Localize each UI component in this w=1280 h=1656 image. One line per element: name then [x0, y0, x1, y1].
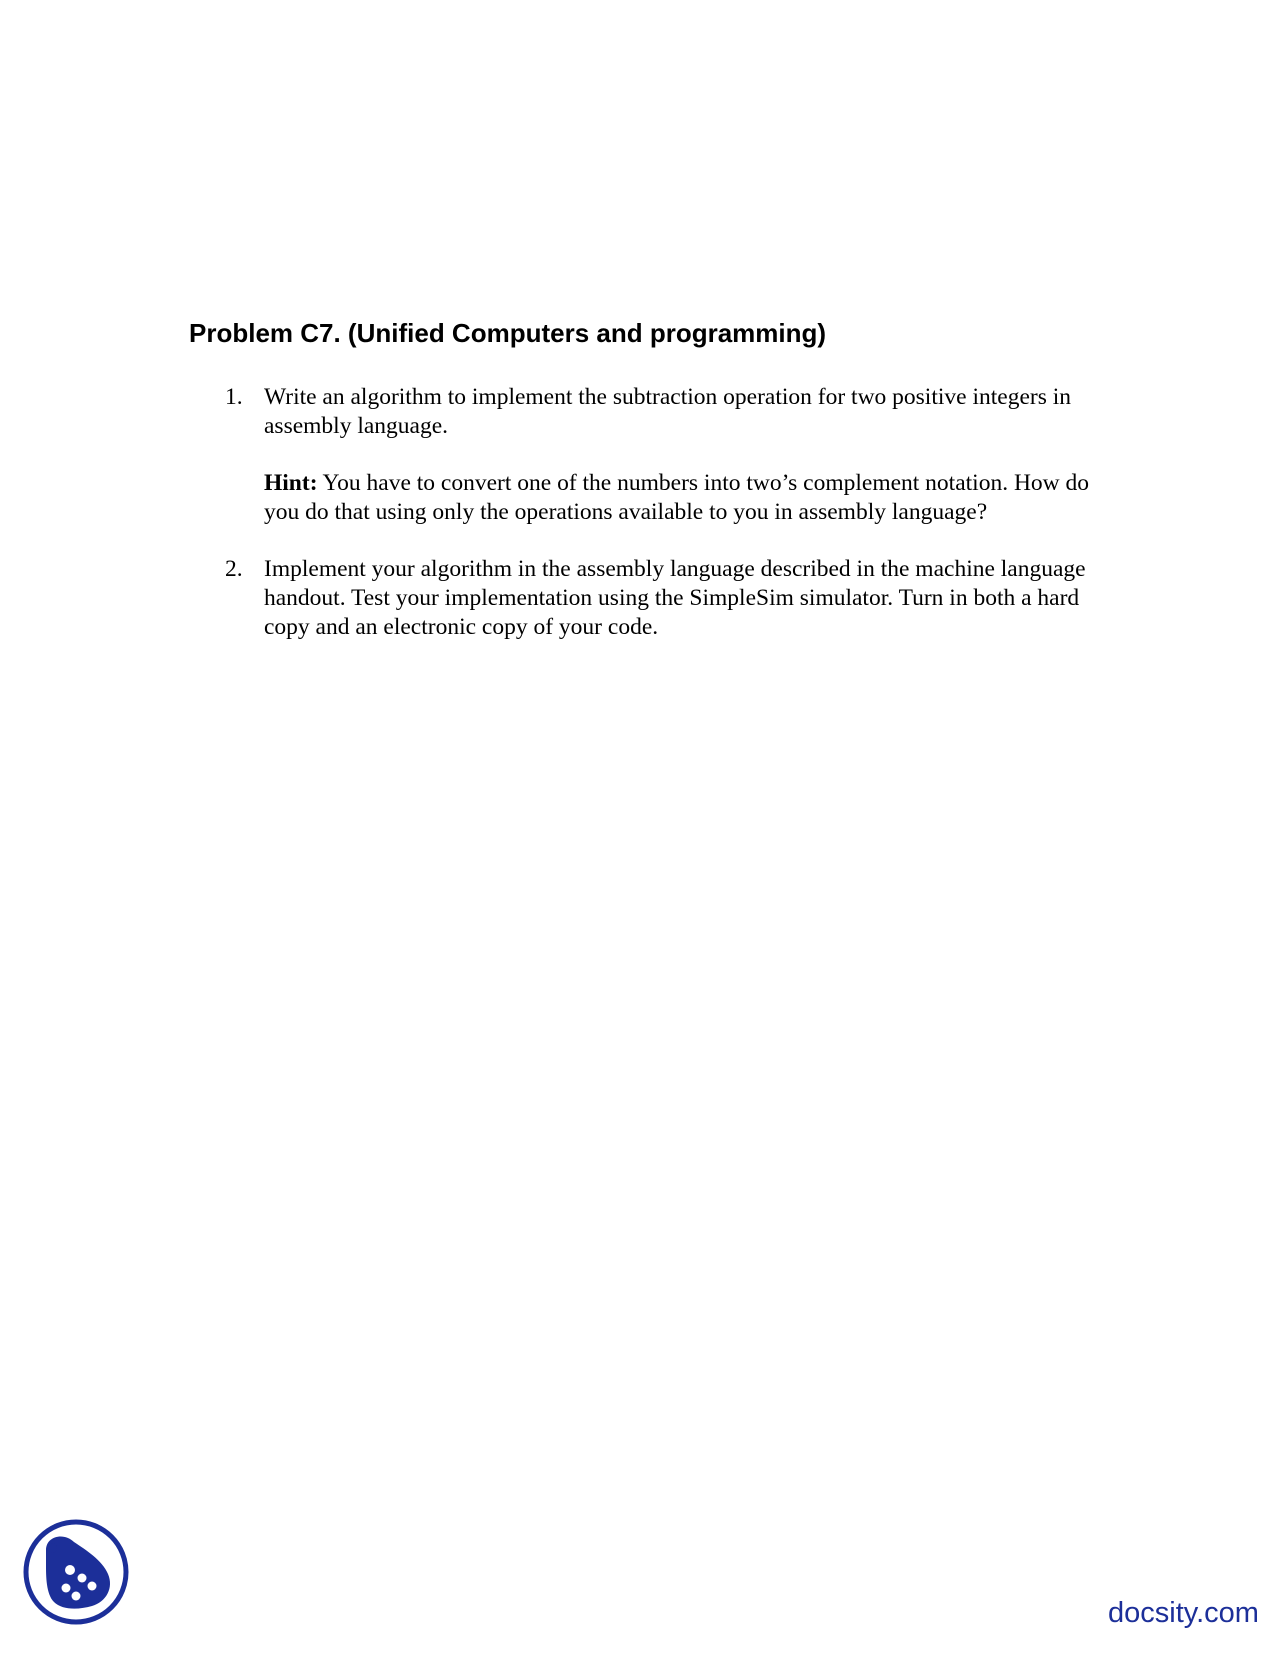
item-text: Write an algorithm to implement the subtraction operation for two positive integers in assembly language. [264, 384, 1071, 439]
item-text: Implement your algorithm in the assembly language described in the machine language handout. Test your implementation using the SimpleSim simulator. Turn in both a hard copy and an electronic copy of your code. [264, 556, 1086, 640]
docsity-link[interactable]: docsity.com [1108, 1597, 1259, 1629]
list-item [0, 383, 1124, 527]
hint-paragraph [264, 469, 1124, 527]
docsity-logo-icon[interactable] [20, 1516, 132, 1628]
logo-graphic [20, 1516, 132, 1628]
hint-text: You have to convert one of the numbers into two’s complement notation. How do you do that using only the operations available to you in assembly language? [264, 470, 1090, 525]
problem-title: Problem C7. (Unified Computers and programming) [189, 318, 827, 348]
hint-label: Hint: [264, 470, 318, 496]
item-number: 2. [225, 556, 243, 582]
list-item [0, 555, 1124, 642]
item-number: 1. [225, 384, 243, 410]
problem-list [0, 383, 1280, 642]
